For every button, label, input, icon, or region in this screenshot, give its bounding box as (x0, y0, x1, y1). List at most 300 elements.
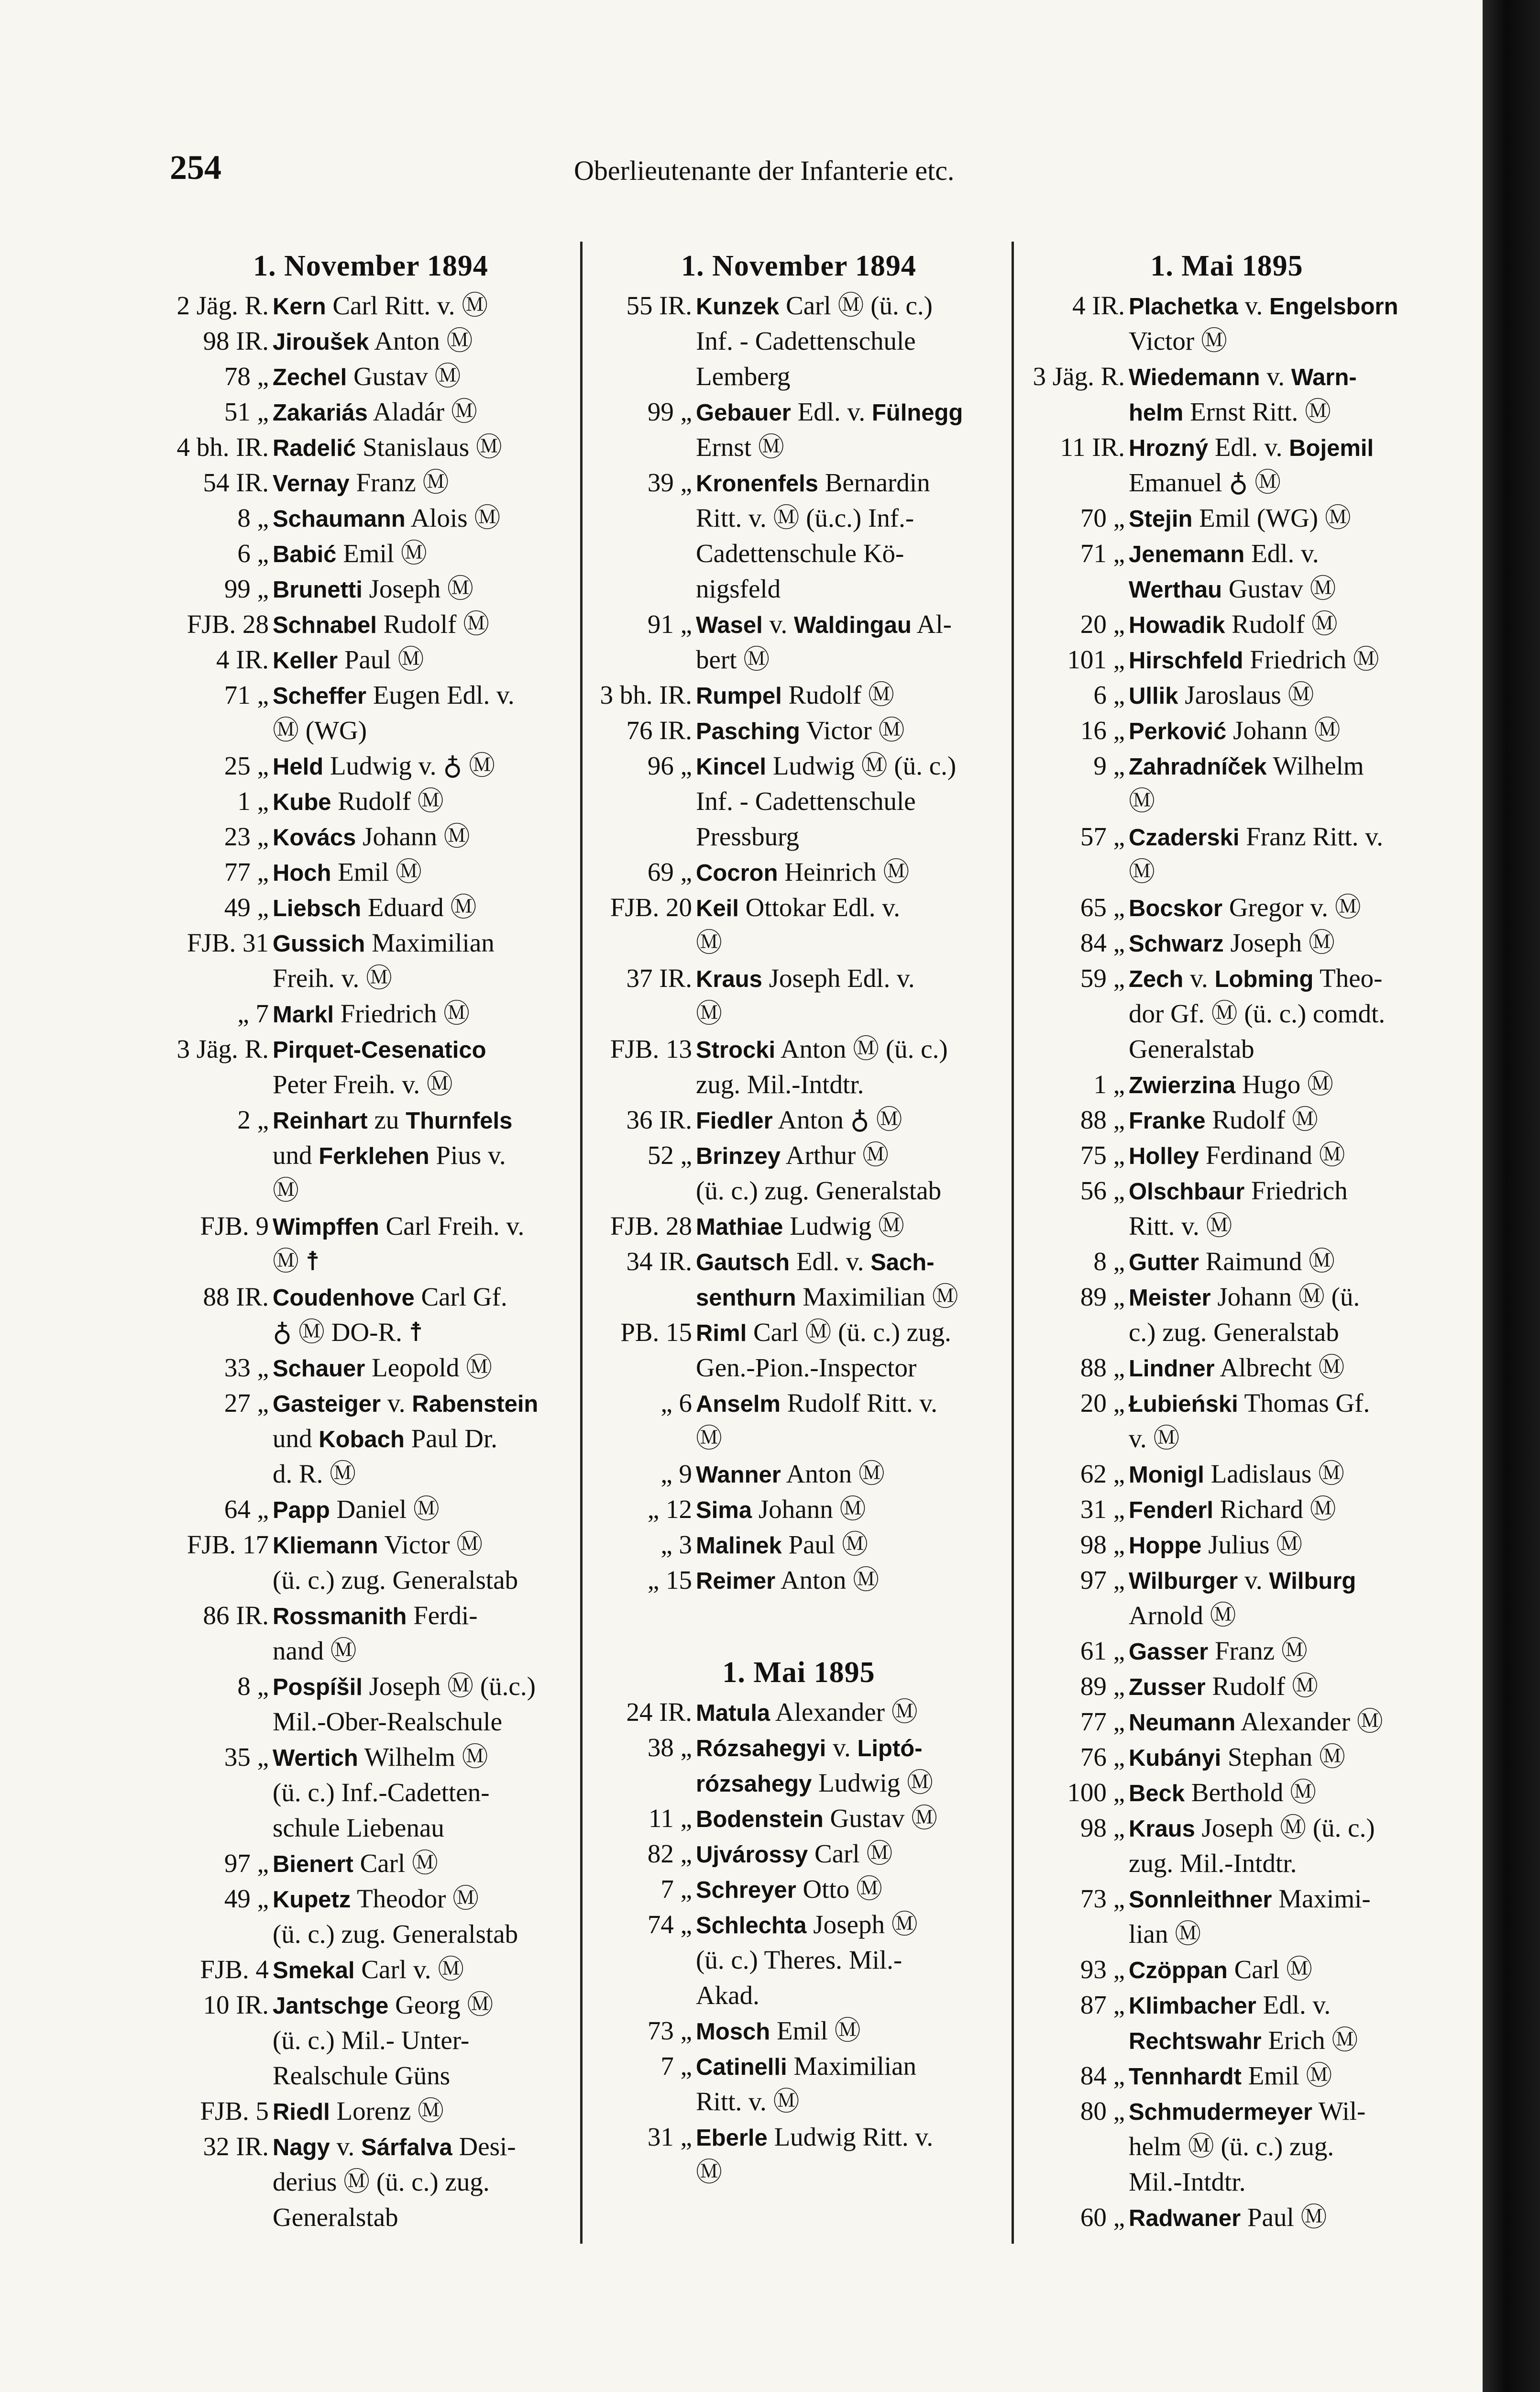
entry-body (1129, 1138, 1430, 1173)
entry-detail: ♁ Ⓜ DO-R. ☨ (273, 1318, 423, 1347)
roster-entry (167, 784, 574, 819)
entry-detail: und (273, 1141, 319, 1170)
entry-line (1129, 1456, 1430, 1492)
officer-surname: Eberle (696, 2125, 768, 2151)
entry-line (273, 1739, 574, 1775)
officer-surname: Holley (1129, 1143, 1199, 1169)
roster-entry (1023, 2058, 1430, 2093)
entry-body (273, 642, 574, 677)
entry-line (696, 1102, 1007, 1138)
entry-detail: Edl. v. (791, 397, 872, 426)
entry-line (273, 819, 574, 854)
roster-entry (167, 1987, 574, 2093)
officer-surname: Pospíšil (273, 1674, 363, 1700)
roster-entry (591, 1801, 1007, 1836)
entry-line (273, 1598, 574, 1633)
roster-entry (591, 890, 1007, 961)
entry-detail: Al- (911, 609, 952, 639)
entry-unit: 24 IR. (626, 1697, 692, 1727)
entry-body (1129, 1704, 1430, 1739)
entry-line (1129, 642, 1430, 677)
entry-detail: Pressburg (696, 822, 799, 851)
entry-detail: Edl. v. (1244, 539, 1319, 568)
entry-unit: „ 6 (660, 1388, 692, 1417)
entry-unit: 101 „ (1067, 645, 1125, 674)
officer-surname: Hrozný (1129, 435, 1209, 461)
entry-body (696, 713, 1007, 748)
officer-surname: Zusser (1129, 1674, 1206, 1700)
entry-detail: Paul Ⓜ (781, 1530, 869, 1559)
officer-surname: Keil (696, 896, 739, 921)
entry-line (696, 2084, 1007, 2119)
entry-line (696, 961, 1007, 996)
entry-line (696, 1173, 1007, 1208)
entry-unit: 10 IR. (203, 1990, 269, 2019)
entry-body (696, 1244, 1007, 1315)
entry-line (1129, 2200, 1430, 2235)
entry-line (273, 430, 574, 465)
entry-unit: 99 „ (224, 574, 269, 603)
entry-line (1129, 2058, 1430, 2093)
roster-entry (167, 1846, 574, 1881)
entry-detail: Alexander Ⓜ (1235, 1707, 1383, 1736)
entry-unit: 96 „ (647, 751, 692, 780)
entry-unit: 32 IR. (203, 2132, 269, 2161)
entry-line (273, 1385, 574, 1421)
entry-line (273, 961, 574, 996)
entry-detail: Carl Ⓜ (1227, 1955, 1313, 1984)
entry-detail: Joseph Ⓜ (362, 574, 474, 603)
entry-unit: 78 „ (224, 362, 269, 391)
officer-surname: Plachetka (1129, 294, 1238, 320)
entry-detail: Friedrich Ⓜ (1243, 645, 1379, 674)
entry-body (273, 890, 574, 925)
entry-body (1129, 1385, 1430, 1456)
officer-surname: Hirschfeld (1129, 648, 1243, 674)
entry-line (696, 323, 1007, 359)
entry-unit: 91 „ (647, 609, 692, 639)
officer-surname: Jenemann (1129, 542, 1245, 567)
entry-unit: 100 „ (1067, 1778, 1125, 1807)
entry-line (1129, 1102, 1430, 1138)
entry-line (273, 1031, 574, 1067)
officer-surname: Rózsahegyi (696, 1736, 826, 1761)
roster-entry (167, 677, 574, 748)
officer-surname: Schauer (273, 1356, 365, 1382)
roster-entry (167, 323, 574, 359)
entry-body (696, 2049, 1007, 2119)
entry-detail: Gustav Ⓜ (1222, 574, 1336, 603)
entry-line (696, 394, 1007, 430)
entry-body (696, 961, 1007, 1031)
entry-detail: Mil.-Ober-Realschule (273, 1707, 502, 1736)
entry-detail: Ritt. v. Ⓜ (696, 2087, 800, 2116)
entry-line (273, 854, 574, 890)
officer-surname: Matula (696, 1700, 770, 1726)
entry-detail: Otto Ⓜ (796, 1874, 883, 1904)
entry-detail: Maximilian (365, 928, 495, 957)
roster-entry (167, 571, 574, 607)
entry-line (696, 1208, 1007, 1244)
entry-line (696, 925, 1007, 961)
entry-unit: 20 „ (1080, 1388, 1125, 1417)
entry-detail: Aladár Ⓜ (367, 397, 477, 426)
officer-surname: Łubieński (1129, 1391, 1238, 1417)
officer-surname: Rechtswahr (1129, 2028, 1262, 2054)
entry-detail: v. (1238, 1565, 1269, 1595)
entry-body (1129, 1279, 1430, 1350)
officer-surname: Kube (273, 789, 331, 815)
entry-detail: helm Ⓜ (ü. c.) zug. (1129, 2132, 1334, 2161)
entry-line (1129, 1492, 1430, 1527)
entry-detail: Arthur Ⓜ (781, 1141, 889, 1170)
entry-unit: FJB. 17 (187, 1530, 269, 1559)
entry-unit: 6 „ (1093, 680, 1125, 709)
roster-entry (1023, 1350, 1430, 1385)
entry-detail: Victor Ⓜ (1129, 326, 1227, 355)
entry-body (1129, 1244, 1430, 1279)
entry-body (273, 677, 574, 748)
entry-detail: Maximilian (787, 2051, 916, 2081)
entry-line (273, 1315, 574, 1350)
entry-detail: lian Ⓜ (1129, 1919, 1201, 1949)
entry-line (696, 2119, 1007, 2155)
entry-unit: 23 „ (224, 822, 269, 851)
entry-detail: Alois Ⓜ (405, 503, 501, 532)
entry-line (273, 890, 574, 925)
entry-detail: v. Ⓜ (1129, 1424, 1180, 1453)
section-date-heading: 1. November 1894 (681, 250, 916, 282)
entry-unit: 1 „ (237, 786, 269, 816)
entry-line (1129, 1739, 1430, 1775)
roster-entry (167, 642, 574, 677)
entry-line (696, 571, 1007, 607)
roster-entry (1023, 1492, 1430, 1527)
entry-body (273, 1102, 574, 1208)
entry-line (696, 1562, 1007, 1598)
entry-body (696, 1315, 1007, 1385)
entry-unit: 1 „ (1093, 1070, 1125, 1099)
entry-body (1129, 1527, 1430, 1562)
entry-unit: 88 IR. (203, 1282, 269, 1311)
entry-body (1129, 1739, 1430, 1775)
entry-unit: 35 „ (224, 1742, 269, 1772)
entry-body (273, 359, 574, 394)
entry-line (1129, 2023, 1430, 2058)
entry-unit: 80 „ (1080, 2096, 1125, 2126)
entry-body (1129, 890, 1430, 925)
roster-entry (591, 1562, 1007, 1598)
officer-surname: Neumann (1129, 1710, 1236, 1736)
entry-unit: 61 „ (1080, 1636, 1125, 1665)
entry-line (1129, 1669, 1430, 1704)
entry-detail: zug. Mil.-Intdtr. (1129, 1849, 1297, 1878)
roster-entry (591, 465, 1007, 607)
entry-line (1129, 394, 1430, 430)
entry-detail: Emanuel ♁ Ⓜ (1129, 468, 1281, 497)
entry-body (1129, 1492, 1430, 1527)
entry-unit: 52 „ (647, 1141, 692, 1170)
entry-line (1129, 677, 1430, 713)
entry-line (273, 713, 574, 748)
officer-surname: Schwarz (1129, 931, 1224, 957)
roster-entry (167, 465, 574, 500)
entry-unit: 73 „ (647, 2016, 692, 2045)
officer-surname: Wiedemann (1129, 365, 1260, 390)
entry-line (1129, 1385, 1430, 1421)
entry-body (696, 1456, 1007, 1492)
entry-unit: 2 Jäg. R. (176, 291, 269, 320)
section-date-heading: 1. Mai 1895 (1150, 250, 1303, 282)
officer-surname: Ferklehen (319, 1143, 429, 1169)
officer-surname: Gasser (1129, 1639, 1209, 1665)
entry-detail: v. (381, 1388, 412, 1417)
entry-unit: 3 Jäg. R. (176, 1034, 269, 1063)
officer-surname: Schmudermeyer (1129, 2099, 1313, 2125)
officer-surname: Lindner (1129, 1356, 1215, 1382)
officer-surname: Lobming (1214, 966, 1314, 992)
officer-surname: Bojemil (1289, 435, 1374, 461)
entry-line (273, 1846, 574, 1881)
entry-body (1129, 1669, 1430, 1704)
roster-entry (1023, 642, 1430, 677)
entry-body (1129, 1952, 1430, 1987)
officer-surname: Schreyer (696, 1877, 796, 1903)
entry-body (696, 890, 1007, 961)
entry-body (696, 1872, 1007, 1907)
entry-unit: 55 IR. (626, 291, 692, 320)
entry-detail: Wilhelm Ⓜ (358, 1742, 488, 1772)
entry-body (696, 1527, 1007, 1562)
roster-entry (591, 394, 1007, 465)
officer-surname: Kliemann (273, 1533, 378, 1559)
roster-entry (167, 607, 574, 642)
roster-entry (591, 1138, 1007, 1208)
entry-detail: Carl Ritt. v. Ⓜ (326, 291, 488, 320)
entry-detail: Desi- (452, 2132, 516, 2161)
column-divider (580, 242, 583, 2244)
entry-line (1129, 961, 1430, 996)
entry-detail: Rudolf Ⓜ (1225, 609, 1338, 639)
entry-line (1129, 430, 1430, 465)
officer-surname: Papp (273, 1497, 330, 1523)
entry-line (1129, 2164, 1430, 2200)
roster-entry (1023, 1739, 1430, 1775)
entry-line (273, 2023, 574, 2058)
entry-line (1129, 1881, 1430, 1916)
roster-entry (1023, 2093, 1430, 2200)
entry-unit: „ 7 (237, 999, 269, 1028)
entry-line (1129, 323, 1430, 359)
officer-surname: rózsahegy (696, 1771, 812, 1797)
entry-detail: Heinrich Ⓜ (778, 857, 910, 886)
entry-detail: bert Ⓜ (696, 645, 770, 674)
entry-line (273, 288, 574, 323)
entry-line (696, 784, 1007, 819)
entry-line (273, 2093, 574, 2129)
officer-surname: Catinelli (696, 2054, 787, 2080)
roster-entry (167, 996, 574, 1031)
roster-entry (167, 1350, 574, 1385)
entry-line (273, 1916, 574, 1952)
officer-surname: Sima (696, 1497, 752, 1523)
entry-body (696, 2013, 1007, 2049)
officer-surname: Kubányi (1129, 1745, 1221, 1771)
entry-body (696, 394, 1007, 465)
entry-body (1129, 500, 1430, 536)
roster-entry (167, 890, 574, 925)
officer-surname: Monigl (1129, 1462, 1204, 1488)
entry-unit: 82 „ (647, 1839, 692, 1868)
entry-body (273, 536, 574, 571)
officer-surname: Olschbaur (1129, 1179, 1245, 1205)
officer-surname: Kraus (696, 966, 762, 992)
roster-entry (1023, 925, 1430, 961)
entry-line (273, 1810, 574, 1846)
officer-surname: Pasching (696, 719, 800, 744)
roster-entry (591, 2049, 1007, 2119)
entry-unit: 49 „ (224, 893, 269, 922)
entry-unit: FJB. 9 (200, 1211, 269, 1240)
officer-surname: Markl (273, 1002, 334, 1028)
entry-body (273, 1492, 574, 1527)
entry-line (696, 713, 1007, 748)
entry-body (1129, 677, 1430, 713)
entry-unit: 89 „ (1080, 1282, 1125, 1311)
entry-unit: 98 „ (1080, 1530, 1125, 1559)
entry-body (1129, 359, 1430, 430)
entry-line (696, 1872, 1007, 1907)
entry-line (1129, 571, 1430, 607)
entry-detail: Stanislaus Ⓜ (356, 432, 502, 462)
entry-body (273, 1385, 574, 1492)
entry-detail: Anton Ⓜ (775, 1565, 880, 1595)
entry-detail: Gregor v. Ⓜ (1222, 893, 1361, 922)
entry-unit: PB. 15 (620, 1318, 692, 1347)
officer-surname: Bocskor (1129, 896, 1223, 921)
roster-entry (591, 854, 1007, 890)
entry-detail: Maximi- (1272, 1884, 1371, 1913)
roster-entry (167, 1598, 574, 1669)
roster-entry (1023, 1704, 1430, 1739)
entry-line (696, 890, 1007, 925)
roster-entry (591, 1315, 1007, 1385)
roster-entry (1023, 1173, 1430, 1244)
officer-surname: Kincel (696, 754, 767, 780)
entry-detail: Ⓜ ☨ (273, 1247, 320, 1276)
entry-detail: (ü. c.) Inf.-Cadetten- (273, 1778, 490, 1807)
entry-detail: Ludwig Ⓜ (783, 1211, 905, 1240)
entry-unit: 31 „ (1080, 1495, 1125, 1524)
section-date-heading: 1. Mai 1895 (722, 1656, 875, 1689)
roster-entry (167, 1102, 574, 1208)
officer-surname: Bodenstein (696, 1806, 824, 1832)
entry-body (1129, 430, 1430, 500)
roster-entry (167, 536, 574, 571)
roster-entry (1023, 607, 1430, 642)
entry-detail: Ⓜ (696, 999, 723, 1028)
roster-entry (591, 1031, 1007, 1102)
entry-body (1129, 1775, 1430, 1810)
roster-entry (167, 359, 574, 394)
entry-line (273, 784, 574, 819)
entry-body (1129, 1102, 1430, 1138)
roster-entry (1023, 819, 1430, 890)
entry-detail: Edl. v. (1208, 432, 1289, 462)
entry-detail: Ⓜ (1129, 857, 1155, 886)
entry-body (273, 1881, 574, 1952)
entry-detail: zu (367, 1105, 406, 1134)
roster-entry (591, 1208, 1007, 1244)
entry-body (1129, 1173, 1430, 1244)
entry-detail: Akad. (696, 1981, 759, 2010)
page-number: 254 (170, 148, 221, 187)
entry-unit: FJB. 28 (610, 1211, 692, 1240)
roster-entry (1023, 1244, 1430, 1279)
entry-unit: FJB. 28 (187, 609, 269, 639)
entry-body (696, 1562, 1007, 1598)
entry-detail: Carl Gf. (414, 1282, 507, 1311)
officer-surname: Sach- (870, 1250, 935, 1275)
entry-body (1129, 713, 1430, 748)
entry-unit: 56 „ (1080, 1176, 1125, 1205)
entry-body (273, 819, 574, 854)
entry-line (273, 607, 574, 642)
entry-detail: (ü. c.) zug. Generalstab (273, 1565, 518, 1595)
entry-detail: Ludwig Ritt. v. (767, 2122, 934, 2151)
entry-detail: Emil (WG) Ⓜ (1192, 503, 1351, 532)
entry-line (273, 1952, 574, 1987)
officer-surname: Zech (1129, 966, 1184, 992)
entry-line (696, 748, 1007, 784)
officer-surname: Howadik (1129, 612, 1225, 638)
entry-unit: 8 „ (237, 1672, 269, 1701)
entry-detail: Franz Ⓜ (1208, 1636, 1308, 1665)
entry-line (273, 1987, 574, 2023)
officer-surname: Hoch (273, 860, 331, 886)
entry-detail: Richard Ⓜ (1213, 1495, 1336, 1524)
entry-line (1129, 1208, 1430, 1244)
entry-detail: Ludwig Ⓜ (ü. c.) (766, 751, 957, 780)
officer-surname: Keller (273, 648, 338, 674)
roster-entry (1023, 1562, 1430, 1633)
entry-detail: Carl v. Ⓜ (354, 1955, 464, 1984)
officer-surname: Radwaner (1129, 2205, 1241, 2231)
roster-entry (1023, 536, 1430, 607)
entry-line (1129, 1598, 1430, 1633)
roster-entry (1023, 359, 1430, 430)
entry-detail: Theodor Ⓜ (351, 1884, 479, 1913)
entry-body (1129, 1067, 1430, 1102)
roster-entry (1023, 1456, 1430, 1492)
entry-body (696, 1730, 1007, 1801)
entry-detail: Realschule Güns (273, 2061, 451, 2090)
officer-surname: Rossmanith (273, 1604, 407, 1629)
entry-detail: Carl Ⓜ (ü. c.) (779, 291, 933, 320)
entry-line (273, 323, 574, 359)
officer-surname: Wimpffen (273, 1214, 379, 1240)
entry-unit: 64 „ (224, 1495, 269, 1524)
section-spacer (591, 1598, 1007, 1650)
book-edge (1483, 0, 1540, 2392)
entry-detail: Wil- (1312, 2096, 1366, 2126)
entry-line (696, 2049, 1007, 2084)
officer-surname: Zakariás (273, 400, 368, 426)
officer-surname: Wilburg (1269, 1568, 1356, 1594)
entry-line (273, 359, 574, 394)
entry-detail: Ferdinand Ⓜ (1199, 1141, 1345, 1170)
roster-entry (591, 1872, 1007, 1907)
